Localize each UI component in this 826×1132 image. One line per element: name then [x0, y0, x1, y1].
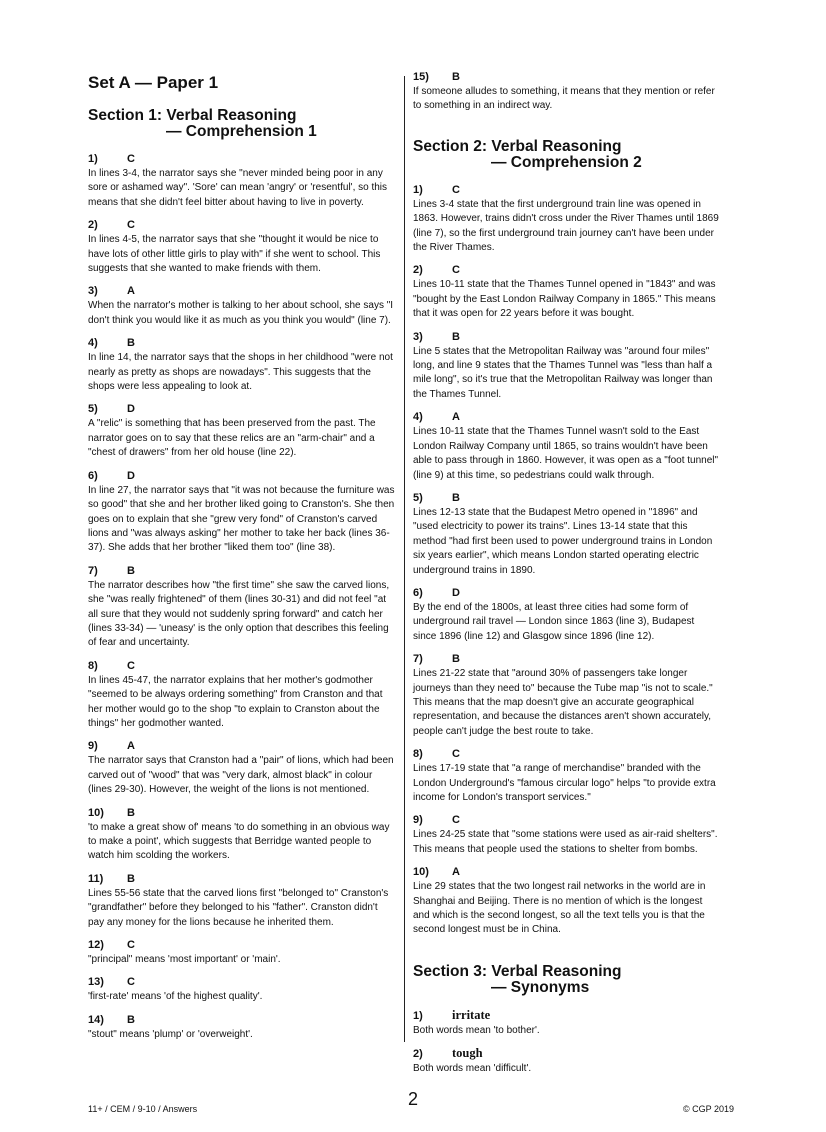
question-number: 6): [413, 586, 423, 599]
answer-explanation: Lines 10-11 state that the Thames Tunnel wasn't sold to the East London Railway Company until 1865, so trains wouldn't have been able to pass through in 1860. However, it was open as a "foot tunnel" (line 9) at this time, so pedestrians could walk through.: [413, 426, 719, 481]
question-number: 2): [413, 264, 423, 277]
question-number: 6): [88, 469, 98, 482]
answer-heading: [88, 739, 396, 754]
answer-item: [88, 739, 396, 797]
answer-value: C: [127, 659, 135, 672]
answer-heading: [88, 659, 396, 674]
answer-value: C: [452, 748, 460, 761]
answer-value: B: [452, 653, 460, 666]
answer-value: C: [452, 264, 460, 277]
answer-item: [88, 872, 396, 930]
answer-item: [413, 330, 720, 403]
answer-item: [413, 652, 720, 739]
answer-item: [413, 747, 720, 805]
answer-heading: [413, 70, 720, 85]
answer-item: [413, 1046, 720, 1076]
question-number: 1): [88, 153, 98, 165]
answer-item: [413, 865, 720, 938]
answer-heading: [88, 402, 396, 417]
question-number: 7): [88, 564, 98, 577]
answer-explanation: In line 27, the narrator says that "it was not because the furniture was so good" that she and her brother liked going to Cranston's. She then goes on to explain that she "grew very fond" of Cranston's carved lions and "was always asking" her mother to take her back (lines 36-37). She adds that her brother "liked them too" (line 38).: [88, 484, 395, 554]
answer-value: C: [452, 814, 460, 827]
answer-explanation: 'first-rate' means 'of the highest quality'.: [88, 991, 263, 1003]
answer-heading: [413, 813, 720, 828]
answer-explanation: Lines 24-25 state that "some stations were used as air-raid shelters". This means that people used the stations to shelter from bombs.: [413, 829, 718, 855]
answer-value: D: [452, 586, 460, 599]
answer-item: [88, 336, 396, 394]
answer-heading: [413, 263, 720, 278]
answer-item: [413, 263, 720, 321]
answer-item: [88, 1013, 396, 1042]
answer-value: A: [127, 740, 135, 753]
answer-explanation: "stout" means 'plump' or 'overweight'.: [88, 1028, 253, 1040]
section-2-title: [413, 139, 720, 171]
answer-item: [88, 938, 396, 967]
answer-heading: [413, 183, 720, 198]
answer-heading: [88, 218, 396, 233]
answer-explanation: Line 29 states that the two longest rail networks in the world are in Shanghai and Beijing. There is no mention of which is the longest and which is the second longest, so all the text tells you is that the second longest must be in China.: [413, 881, 706, 936]
answer-item: [88, 564, 396, 651]
answer-value: A: [452, 866, 460, 879]
answer-value: D: [127, 403, 135, 416]
footer-copyright: © CGP 2019: [683, 1104, 734, 1114]
answer-explanation: In line 14, the narrator says that the shops in her childhood "were not nearly as pretty as shops are nowadays". This suggests that the shops were less appealing to look at.: [88, 352, 393, 393]
answer-value: A: [452, 411, 460, 424]
answer-explanation: Lines 21-22 state that "around 30% of passengers take longer journeys than they need to" because the Tube map "is not to scale." This means that the map doesn't give an accurate geographical representation, and because the distances aren't shown accurately, people can't judge the best route to take.: [413, 668, 713, 737]
answer-explanation: 'to make a great show of' means 'to do something in an obvious way to make a point', which suggests that Berridge wanted people to watch him scolding the workers.: [88, 821, 390, 862]
question-number: 4): [413, 411, 423, 424]
question-number: 1): [413, 183, 423, 196]
answer-item: [88, 975, 396, 1004]
answer-heading: [88, 938, 396, 953]
question-number: 9): [88, 740, 98, 753]
answer-value: C: [127, 976, 135, 989]
answer-explanation: Lines 12-13 state that the Budapest Metro opened in "1896" and "used electricity to power its trains". Lines 13-14 state that this method "had first been used to power underground trains in London six years earlier", which means London started operating electric underground trains in 1890.: [413, 506, 713, 576]
question-number: 14): [88, 1013, 104, 1026]
footer-course-code: 11+ / CEM / 9-10 / Answers: [88, 1104, 198, 1114]
section-1-answers: [88, 152, 396, 1042]
answer-value: B: [127, 1013, 135, 1026]
question-number: 8): [88, 659, 98, 672]
section-1-title-line2: — Comprehension 1: [166, 123, 317, 140]
answer-value: C: [127, 939, 135, 952]
question-number: 3): [413, 330, 423, 343]
answer-heading: [413, 410, 720, 425]
answer-value: B: [452, 491, 460, 504]
answer-item: [88, 402, 396, 460]
answer-explanation: In lines 4-5, the narrator says that she "thought it would be nice to have lots of other little girls to play with" if she went to school. This suggests that she wanted to make friends with them.: [88, 234, 381, 275]
section-3-answers: [413, 1008, 720, 1077]
question-number: 10): [88, 806, 104, 819]
page-number: 2: [407, 1089, 418, 1109]
answer-heading: [413, 1046, 720, 1062]
section-2-answers: [413, 183, 720, 938]
left-column: [88, 70, 396, 1050]
answer-item: [413, 410, 720, 483]
answer-value: C: [127, 153, 135, 165]
answer-item: [88, 284, 396, 328]
question-number: 9): [413, 814, 423, 827]
answer-explanation: Lines 10-11 state that the Thames Tunnel opened in "1843" and was "bought by the East London Railway Company in 1865." This means that it was open for 22 years before it was bought.: [413, 279, 716, 320]
section-2-title-line2: — Comprehension 2: [491, 153, 642, 171]
question-number: 5): [413, 491, 423, 504]
answer-value: C: [452, 183, 460, 196]
answer-explanation: In lines 45-47, the narrator explains that her mother's godmother "seemed to be always ordering something" from Cranston and that her mother would go to the shop "to explain to Cranston about the things" her godmother wanted.: [88, 674, 383, 729]
answer-explanation: Both words mean 'to bother'.: [413, 1024, 540, 1036]
answer-value: C: [127, 219, 135, 232]
answer-value: B: [127, 806, 135, 819]
answer-heading: [413, 491, 720, 506]
answer-explanation: Lines 55-56 state that the carved lions first "belonged to" Cranston's "grandfather" before they belonged to his "father". Cranston didn't pay any money for the lions because he inherited them.: [88, 887, 389, 928]
answer-heading: [413, 865, 720, 880]
answer-heading: [413, 330, 720, 345]
answer-explanation: By the end of the 1800s, at least three cities had some form of underground rail travel — London since 1863 (line 3), Budapest since 1896 (line 12) and Glasgow since 1896 (line 12).: [413, 601, 695, 642]
answer-heading: [88, 975, 396, 990]
answer-explanation: In lines 3-4, the narrator says she "never minded being poor in any sore or ashamed way". 'Sore' can mean 'angry' or 'resentful', so this means that she didn't feel bitter about having to live in poverty.: [88, 168, 388, 208]
answer-item: [413, 813, 720, 857]
answer-heading: [413, 586, 720, 601]
answer-value: B: [127, 337, 135, 350]
answer-heading: [88, 564, 396, 579]
question-number: 15): [413, 71, 429, 83]
answer-item: [413, 586, 720, 644]
answer-heading: [88, 469, 396, 484]
question-number: 7): [413, 653, 423, 666]
question-number: 2): [413, 1048, 423, 1061]
question-number: 12): [88, 939, 104, 952]
answer-explanation: Line 5 states that the Metropolitan Railway was "around four miles" long, and line 9 states that the Thames Tunnel was "less than half a mile long", so it's true that the Metropolitan Railway was longer than the Thames Tunnel.: [413, 345, 713, 400]
answer-explanation: Lines 17-19 state that "a range of merchandise" branded with the London Underground's "famous circular logo" helps "to provide extra income for London's transport services.": [413, 763, 716, 803]
section-3-title: [413, 964, 720, 996]
question-number: 11): [88, 872, 104, 885]
answer-heading: [88, 284, 396, 299]
answer-explanation: If someone alludes to something, it means that they mention or refer to something in an indirect way.: [413, 86, 715, 112]
paper-title: Set A — Paper 1: [88, 73, 219, 92]
answer-heading: [413, 652, 720, 667]
answer-value: B: [127, 872, 135, 885]
answer-value: tough: [452, 1046, 483, 1061]
answer-item: [88, 469, 396, 556]
answer-explanation: The narrator describes how "the first time" she saw the carved lions, she "was really frightened" of them (lines 30-31) and did not feel "at all sure that they would not suddenly spring forward" and catch her (lines 33-34) — 'uneasy' is the only option that describes this feeling of fear and uncertainty.: [88, 579, 390, 649]
section-3-title-line1: Section 3: Verbal Reasoning: [413, 962, 622, 980]
answer-heading: [88, 336, 396, 351]
answer-explanation: The narrator says that Cranston had a "pair" of lions, which had been carved out of "wood" that was "very dark, almost black" in colour (lines 29-30). However, the weight of the lions is not mentioned.: [88, 755, 394, 796]
answer-item: [413, 70, 720, 114]
answer-item: [413, 183, 720, 256]
section-2-title-line1: Section 2: Verbal Reasoning: [413, 137, 622, 155]
answer-item: [413, 491, 720, 578]
answer-heading: [88, 152, 396, 167]
answer-value: B: [127, 564, 135, 577]
answer-heading: [88, 806, 396, 821]
question-number: 5): [88, 403, 98, 416]
answer-explanation: A "relic" is something that has been preserved from the past. The narrator goes on to say that these relics are an "arm-chair" and a "chest of drawers" from her old house (line 22).: [88, 418, 376, 459]
question-number: 2): [88, 219, 98, 232]
question-number: 8): [413, 748, 423, 761]
section-1-title: [88, 108, 396, 140]
answer-explanation: Both words mean 'difficult'.: [413, 1063, 532, 1075]
answer-item: [88, 659, 396, 732]
right-column: [413, 70, 720, 1085]
question-number: 10): [413, 866, 429, 879]
answer-heading: [88, 1013, 396, 1028]
question-number: 13): [88, 976, 104, 989]
question-number: 3): [88, 285, 98, 298]
answer-item: [88, 218, 396, 276]
answer-value: A: [127, 285, 135, 298]
section-3-title-line2: — Synonyms: [491, 978, 590, 996]
question-number: 4): [88, 337, 98, 350]
answer-explanation: Lines 3-4 state that the first underground train line was opened in 1863. However, trains didn't cross under the River Thames until 1869 (line 7), so the first underground train journey can't have been under the River Thames.: [413, 198, 719, 254]
answer-heading: [88, 872, 396, 887]
answer-value: irritate: [452, 1007, 491, 1022]
answer-value: B: [452, 71, 460, 83]
question-number: 1): [413, 1009, 423, 1022]
answer-heading: [413, 1008, 720, 1024]
answer-value: B: [452, 330, 460, 343]
answer-item: [88, 152, 396, 210]
answer-value: D: [127, 469, 135, 482]
answer-explanation: When the narrator's mother is talking to her about school, she says "I don't think you would like it as much as you think you would" (line 7).: [88, 300, 394, 326]
answer-item: [88, 806, 396, 864]
answer-heading: [413, 747, 720, 762]
column-divider: [404, 76, 405, 1042]
answer-item: [413, 1008, 720, 1038]
section-1-title-line1: Section 1: Verbal Reasoning: [88, 107, 297, 124]
answer-explanation: "principal" means 'most important' or 'main'.: [88, 954, 281, 966]
section-1-answers-continued: [413, 70, 720, 114]
